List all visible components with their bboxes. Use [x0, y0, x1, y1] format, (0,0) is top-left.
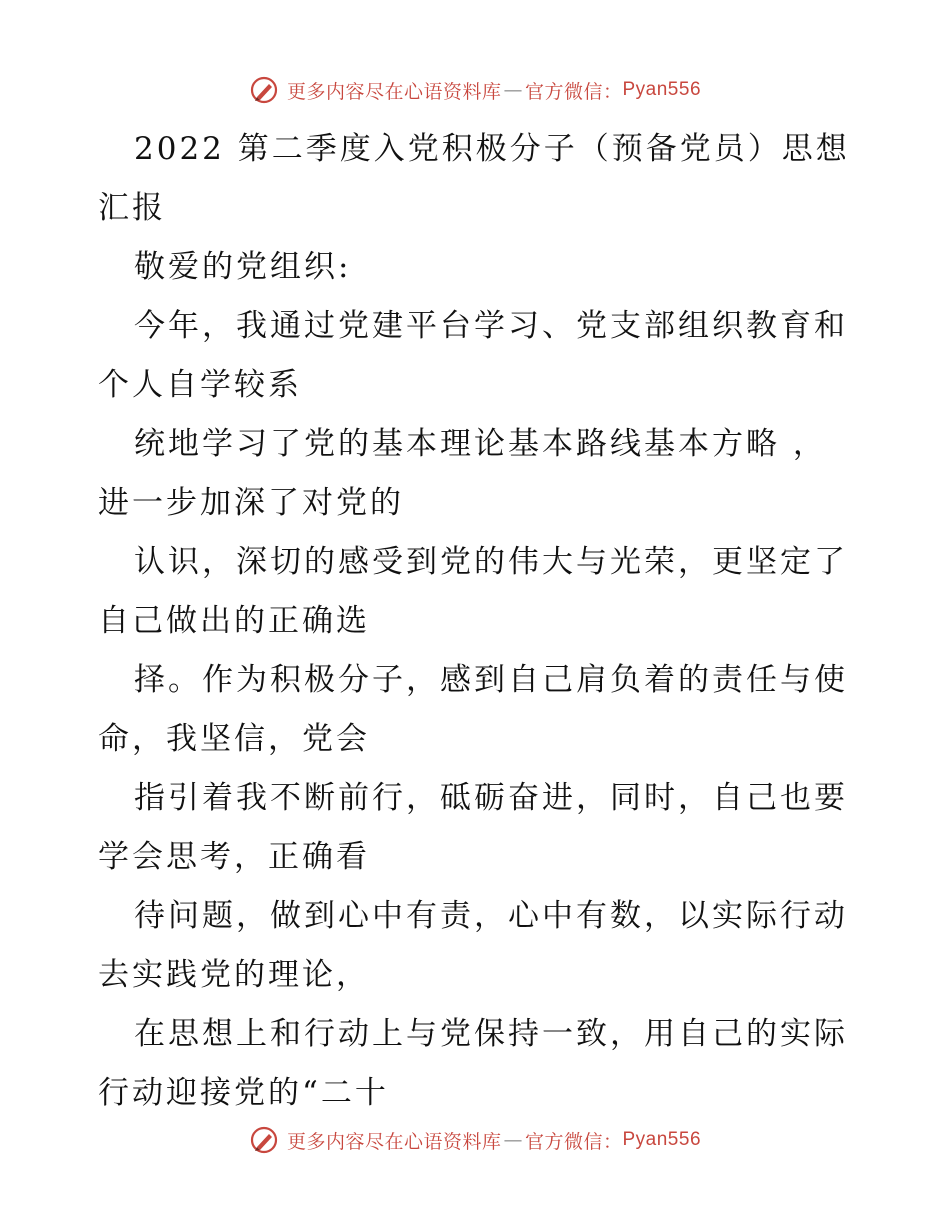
banner-account: Pyan556 [622, 79, 702, 100]
document-title: 2022 第二季度入党积极分子（预备党员）思想汇报 [98, 131, 850, 226]
paragraph: 待问题，做到心中有责，心中有数，以实际行动去实践党的理论， [98, 898, 848, 993]
paragraph: 统地学习了党的基本理论基本路线基本方略 ，进一步加深了对党的 [98, 426, 827, 521]
paragraph: 指引着我不断前行，砥砺奋进，同时，自己也要学会思考，正确看 [98, 780, 848, 875]
banner-wechat-label: 官方微信： [524, 1130, 623, 1153]
banner-account: Pyan556 [622, 1129, 702, 1150]
salutation: 敬爱的党组织: [134, 249, 352, 285]
banner-separator: — [503, 1129, 523, 1151]
pen-logo-icon [249, 1125, 279, 1155]
paragraph: 今年，我通过党建平台学习、党支部组织教育和个人自学较系 [98, 308, 848, 403]
header-watermark-banner [0, 70, 950, 110]
document-body [98, 120, 858, 1123]
banner-wechat-label: 官方微信： [524, 80, 623, 103]
paragraph: 择。作为积极分子，感到自己肩负着的责任与使命，我坚信，党会 [98, 662, 848, 757]
banner-text: 更多内容尽在心语资料库 [286, 1130, 502, 1153]
paragraph: 认识，深切的感受到党的伟大与光荣，更坚定了自己做出的正确选 [98, 544, 848, 639]
banner-separator: — [503, 79, 523, 101]
pen-logo-icon [249, 75, 279, 105]
paragraph: 在思想上和行动上与党保持一致，用自己的实际行动迎接党的“二十 [98, 1016, 848, 1111]
footer-watermark-banner [0, 1120, 950, 1160]
banner-text: 更多内容尽在心语资料库 [286, 80, 502, 103]
